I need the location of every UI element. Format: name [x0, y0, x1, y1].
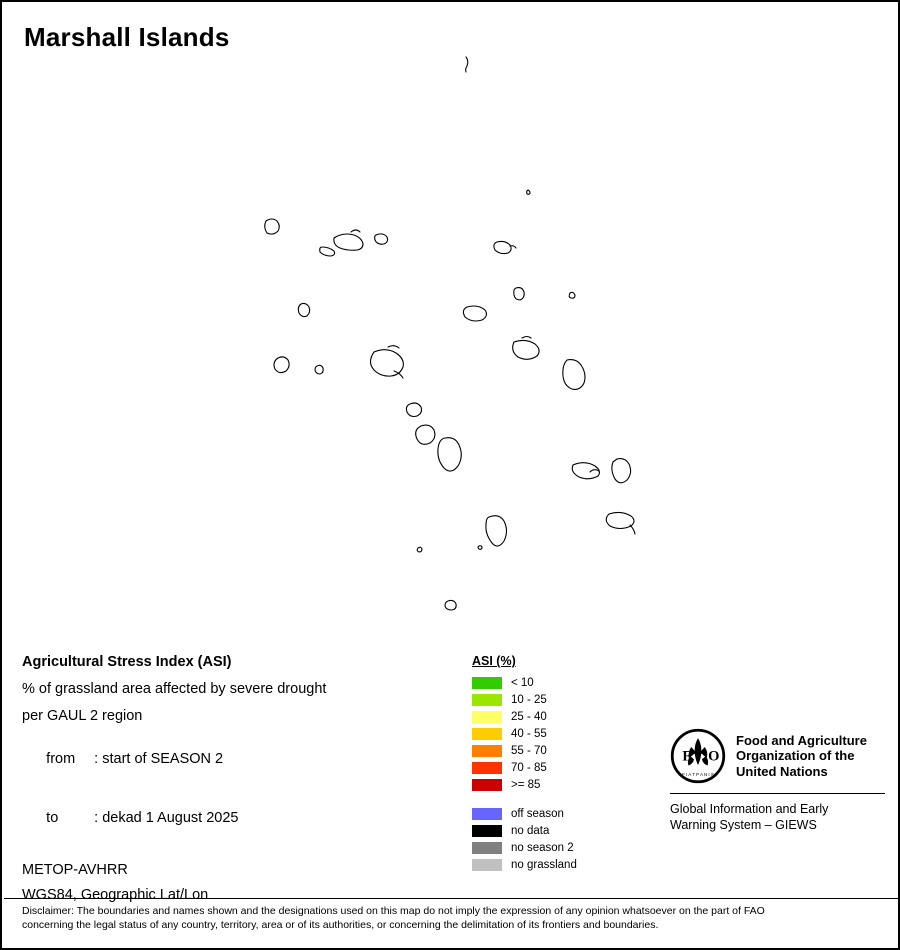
svg-text:F I A T P A N I S: F I A T P A N I S — [682, 772, 714, 778]
fao-divider — [670, 793, 885, 794]
legend-label: 10 - 25 — [511, 693, 547, 706]
legend-item — [472, 708, 672, 725]
atoll-outline — [486, 516, 507, 546]
period-to-label: to — [46, 810, 59, 826]
atoll-outline — [320, 247, 335, 256]
atoll-outline — [388, 346, 399, 348]
disclaimer-line-1: Disclaimer: The boundaries and names shown and the designations used on this map do not imply the expression of any opinion whatsoever on the part of FAO — [22, 905, 765, 917]
atoll-outline — [514, 288, 524, 301]
legend-swatch — [472, 694, 502, 706]
map-info-block — [22, 654, 452, 912]
atoll-outline — [334, 234, 363, 250]
legend-item — [472, 674, 672, 691]
atoll-outline — [606, 512, 634, 528]
legend-item — [472, 742, 672, 759]
atoll-outline — [406, 403, 421, 417]
legend-label: off season — [511, 807, 564, 820]
fao-block — [670, 728, 885, 833]
atoll-outline — [274, 357, 289, 373]
period-from-row — [22, 735, 452, 783]
atoll-outline — [563, 360, 585, 390]
atoll-outline — [265, 219, 280, 234]
legend-swatch — [472, 808, 502, 820]
asi-heading: Agricultural Stress Index (ASI) — [22, 654, 232, 670]
atoll-outline — [513, 340, 539, 359]
legend-item — [472, 805, 672, 822]
atoll-outline — [527, 190, 530, 194]
legend-swatch — [472, 711, 502, 723]
legend-label: 40 - 55 — [511, 727, 547, 740]
giews-line-2: Warning System – GIEWS — [670, 818, 817, 832]
atoll-outline — [630, 525, 635, 534]
atoll-outline — [375, 234, 388, 244]
atoll-outline — [478, 546, 482, 550]
atoll-outline — [572, 463, 599, 479]
svg-text:A: A — [693, 742, 703, 757]
fao-org-line-3: United Nations — [736, 763, 828, 779]
fao-org-line-2: Organization of the — [736, 748, 855, 764]
legend-item — [472, 691, 672, 708]
disclaimer — [22, 905, 884, 932]
legend-swatch — [472, 842, 502, 854]
atoll-outline — [298, 303, 309, 316]
legend-swatch — [472, 762, 502, 774]
period-from-label: from — [46, 751, 76, 767]
atoll-outline — [466, 57, 468, 72]
legend-label: 70 - 85 — [511, 761, 547, 774]
atoll-outline — [590, 470, 599, 472]
period-to-value: : dekad 1 August 2025 — [94, 810, 239, 826]
atoll-outline — [417, 547, 422, 552]
page-title: Marshall Islands — [24, 22, 230, 52]
asi-subtitle-1: % of grassland area affected by severe drought — [22, 681, 327, 697]
legend-item — [472, 725, 672, 742]
atoll-outline — [494, 241, 511, 253]
legend-item — [472, 822, 672, 839]
disclaimer-divider — [4, 898, 900, 899]
legend-item — [472, 759, 672, 776]
legend-swatch — [472, 745, 502, 757]
disclaimer-line-2: concerning the legal status of any country, territory, area or of its authorities, or concerning the delimitation of its frontiers and boundaries. — [22, 918, 659, 931]
atoll-outline — [569, 292, 575, 298]
asi-legend-title: ASI (%) — [472, 654, 516, 668]
legend-label: < 10 — [511, 676, 534, 689]
legend-label: >= 85 — [511, 778, 541, 791]
legend-label: 55 - 70 — [511, 744, 547, 757]
svg-text:O: O — [708, 748, 720, 765]
fao-org-line-1: Food and Agriculture — [736, 732, 867, 748]
legend-item — [472, 839, 672, 856]
atoll-outline — [612, 459, 631, 483]
atoll-outline — [371, 350, 404, 376]
atoll-outline — [438, 438, 461, 471]
svg-text:F: F — [682, 748, 692, 765]
legend-label: no grassland — [511, 858, 577, 871]
sensor-label: METOP-AVHRR — [22, 862, 128, 878]
legend-swatch — [472, 825, 502, 837]
legend-swatch — [472, 859, 502, 871]
atoll-outline — [315, 365, 323, 374]
giews-line-1: Global Information and Early — [670, 802, 829, 816]
info-spacer — [22, 853, 452, 862]
period-to-row — [22, 794, 452, 842]
atoll-outline — [463, 306, 486, 321]
asi-legend — [472, 654, 672, 873]
fao-organization-name — [736, 733, 867, 780]
legend-label: no season 2 — [511, 841, 574, 854]
fao-header — [670, 728, 885, 784]
legend-gap — [472, 793, 672, 805]
legend-swatch — [472, 779, 502, 791]
asi-subtitle-2: per GAUL 2 region — [22, 708, 143, 724]
fao-logo-icon — [670, 728, 726, 784]
legend-label: no data — [511, 824, 550, 837]
giews-text — [670, 801, 885, 833]
projection-label: WGS84, Geographic Lat/Lon — [22, 887, 209, 903]
atoll-outline — [522, 337, 531, 339]
atoll-outline — [445, 600, 456, 610]
legend-label: 25 - 40 — [511, 710, 547, 723]
period-from-value: : start of SEASON 2 — [94, 751, 224, 767]
legend-swatch — [472, 728, 502, 740]
atoll-outline — [416, 425, 435, 444]
legend-swatch — [472, 677, 502, 689]
atoll-outline — [351, 230, 360, 232]
legend-item — [472, 776, 672, 793]
legend-item — [472, 856, 672, 873]
